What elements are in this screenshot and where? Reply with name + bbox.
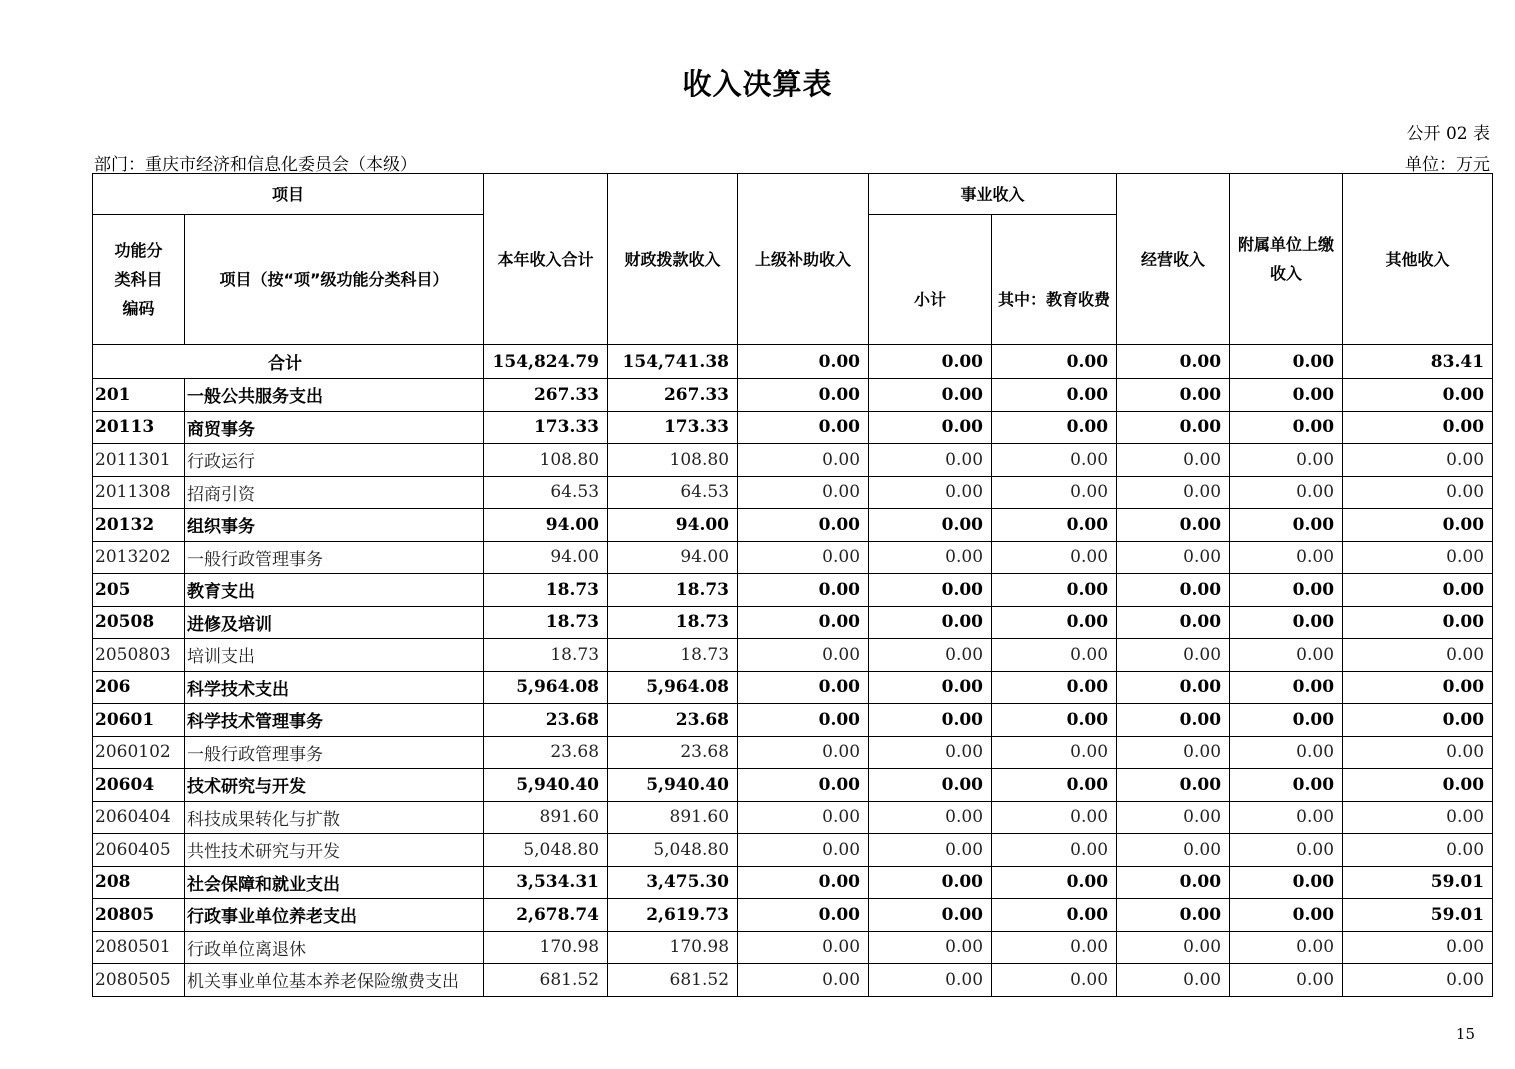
row-code: 20113 (93, 411, 185, 444)
row-value: 0.00 (1343, 379, 1493, 412)
row-value: 170.98 (608, 931, 738, 964)
row-value: 23.68 (608, 704, 738, 737)
row-value: 0.00 (1117, 379, 1230, 412)
row-value: 3,475.30 (608, 866, 738, 899)
row-value: 0.00 (1230, 476, 1343, 509)
row-value: 3,534.31 (484, 866, 608, 899)
row-value: 0.00 (992, 931, 1117, 964)
row-value: 170.98 (484, 931, 608, 964)
header-total-income: 本年收入合计 (484, 174, 608, 345)
row-value: 0.00 (1343, 931, 1493, 964)
row-code: 2050803 (93, 639, 185, 672)
row-value: 173.33 (608, 411, 738, 444)
row-value: 59.01 (1343, 866, 1493, 899)
row-value: 0.00 (738, 704, 869, 737)
row-value: 23.68 (484, 736, 608, 769)
row-value: 0.00 (1343, 444, 1493, 477)
row-value: 0.00 (869, 801, 992, 834)
row-value: 0.00 (1343, 704, 1493, 737)
row-value: 64.53 (484, 476, 608, 509)
row-value: 0.00 (1230, 541, 1343, 574)
row-code: 2080505 (93, 964, 185, 997)
header-subsidy: 上级补助收入 (738, 174, 869, 345)
row-value: 0.00 (1343, 769, 1493, 802)
table-row (93, 899, 1493, 932)
row-value: 0.00 (1230, 769, 1343, 802)
row-value: 0.00 (1117, 509, 1230, 542)
table-row (93, 476, 1493, 509)
row-value: 0.00 (992, 671, 1117, 704)
row-value: 0.00 (738, 411, 869, 444)
table-row (93, 769, 1493, 802)
row-value: 267.33 (484, 379, 608, 412)
row-code: 2013202 (93, 541, 185, 574)
header-item-name: 项目（按“项”级功能分类科目） (185, 215, 484, 345)
total-cell: 0.00 (869, 345, 992, 379)
row-value: 0.00 (1230, 834, 1343, 867)
row-value: 0.00 (869, 736, 992, 769)
row-name: 机关事业单位基本养老保险缴费支出 (185, 964, 484, 997)
row-code: 20508 (93, 606, 185, 639)
row-value: 0.00 (1230, 379, 1343, 412)
row-value: 0.00 (738, 541, 869, 574)
page-title: 收入决算表 (682, 67, 833, 101)
row-name: 一般公共服务支出 (185, 379, 484, 412)
row-value: 0.00 (992, 574, 1117, 607)
row-value: 0.00 (869, 931, 992, 964)
row-value: 681.52 (484, 964, 608, 997)
row-value: 0.00 (1117, 476, 1230, 509)
row-value: 0.00 (1117, 639, 1230, 672)
row-value: 0.00 (1343, 801, 1493, 834)
row-value: 0.00 (992, 444, 1117, 477)
total-cell: 0.00 (738, 345, 869, 379)
row-name: 科学技术支出 (185, 671, 484, 704)
header-func-code: 功能分类科目编码 (93, 215, 185, 345)
row-value: 0.00 (869, 899, 992, 932)
row-value: 0.00 (738, 736, 869, 769)
row-value: 0.00 (869, 379, 992, 412)
row-code: 2011301 (93, 444, 185, 477)
row-value: 681.52 (608, 964, 738, 997)
header-edu-fee: 其中：教育收费 (992, 215, 1117, 345)
row-value: 0.00 (992, 866, 1117, 899)
row-value: 2,678.74 (484, 899, 608, 932)
table-row (93, 736, 1493, 769)
table-row (93, 931, 1493, 964)
row-name: 行政单位离退休 (185, 931, 484, 964)
row-value: 0.00 (738, 379, 869, 412)
row-code: 208 (93, 866, 185, 899)
row-code: 20132 (93, 509, 185, 542)
row-code: 2060102 (93, 736, 185, 769)
row-name: 科技成果转化与扩散 (185, 801, 484, 834)
unit-label: 单位：万元 (1405, 155, 1490, 175)
row-value: 18.73 (484, 574, 608, 607)
table-row (93, 866, 1493, 899)
row-value: 0.00 (1343, 574, 1493, 607)
row-value: 108.80 (608, 444, 738, 477)
total-label: 合计 (93, 345, 484, 379)
department-label: 部门：重庆市经济和信息化委员会（本级） (94, 155, 417, 175)
row-value: 18.73 (608, 606, 738, 639)
row-value: 0.00 (1117, 964, 1230, 997)
row-value: 0.00 (1117, 444, 1230, 477)
row-value: 18.73 (608, 639, 738, 672)
row-value: 267.33 (608, 379, 738, 412)
row-value: 0.00 (1117, 899, 1230, 932)
row-value: 173.33 (484, 411, 608, 444)
row-value: 0.00 (869, 671, 992, 704)
row-value: 0.00 (1230, 639, 1343, 672)
total-row (93, 345, 1493, 379)
row-value: 0.00 (1343, 509, 1493, 542)
row-value: 23.68 (484, 704, 608, 737)
row-name: 教育支出 (185, 574, 484, 607)
row-value: 0.00 (1230, 704, 1343, 737)
table-row (93, 509, 1493, 542)
header-fiscal: 财政拨款收入 (608, 174, 738, 345)
row-value: 5,940.40 (484, 769, 608, 802)
row-value: 0.00 (1343, 736, 1493, 769)
row-value: 0.00 (738, 476, 869, 509)
row-value: 0.00 (1117, 574, 1230, 607)
row-value: 0.00 (738, 509, 869, 542)
row-value: 23.68 (608, 736, 738, 769)
row-value: 5,048.80 (608, 834, 738, 867)
row-name: 进修及培训 (185, 606, 484, 639)
row-value: 0.00 (1230, 671, 1343, 704)
table-row (93, 834, 1493, 867)
row-code: 2060405 (93, 834, 185, 867)
row-code: 20805 (93, 899, 185, 932)
row-value: 0.00 (1117, 411, 1230, 444)
row-value: 0.00 (1230, 444, 1343, 477)
row-value: 0.00 (869, 964, 992, 997)
row-value: 0.00 (738, 639, 869, 672)
row-value: 59.01 (1343, 899, 1493, 932)
row-value: 0.00 (869, 574, 992, 607)
row-code: 2060404 (93, 801, 185, 834)
total-cell: 0.00 (992, 345, 1117, 379)
row-value: 0.00 (1117, 866, 1230, 899)
table-row (93, 411, 1493, 444)
row-name: 组织事务 (185, 509, 484, 542)
table-row (93, 639, 1493, 672)
table-row (93, 541, 1493, 574)
row-value: 0.00 (1117, 704, 1230, 737)
page-number: 15 (1455, 1025, 1475, 1043)
row-value: 0.00 (738, 964, 869, 997)
row-value: 0.00 (869, 444, 992, 477)
row-value: 0.00 (869, 834, 992, 867)
table-row (93, 704, 1493, 737)
total-cell: 83.41 (1343, 345, 1493, 379)
income-table (92, 173, 1493, 997)
header-operating: 经营收入 (1117, 174, 1230, 345)
row-value: 0.00 (992, 379, 1117, 412)
row-code: 201 (93, 379, 185, 412)
header-other: 其他收入 (1343, 174, 1493, 345)
table-row (93, 379, 1493, 412)
row-value: 0.00 (1117, 541, 1230, 574)
row-value: 0.00 (1343, 639, 1493, 672)
row-name: 培训支出 (185, 639, 484, 672)
row-value: 18.73 (608, 574, 738, 607)
row-code: 2080501 (93, 931, 185, 964)
row-value: 0.00 (869, 476, 992, 509)
row-code: 2011308 (93, 476, 185, 509)
table-row (93, 964, 1493, 997)
row-code: 20601 (93, 704, 185, 737)
header-subtotal: 小计 (869, 215, 992, 345)
row-value: 94.00 (608, 509, 738, 542)
row-value: 0.00 (1230, 801, 1343, 834)
row-value: 0.00 (869, 866, 992, 899)
row-value: 0.00 (738, 606, 869, 639)
row-value: 18.73 (484, 639, 608, 672)
row-value: 0.00 (1230, 964, 1343, 997)
row-value: 0.00 (869, 769, 992, 802)
row-value: 0.00 (992, 606, 1117, 639)
row-value: 0.00 (738, 931, 869, 964)
row-value: 0.00 (869, 541, 992, 574)
row-value: 0.00 (1230, 411, 1343, 444)
row-value: 0.00 (1343, 411, 1493, 444)
total-cell: 154,824.79 (484, 345, 608, 379)
total-cell: 0.00 (1230, 345, 1343, 379)
row-value: 0.00 (1117, 931, 1230, 964)
row-value: 0.00 (738, 801, 869, 834)
table-row (93, 671, 1493, 704)
row-value: 0.00 (992, 509, 1117, 542)
row-value: 0.00 (992, 411, 1117, 444)
row-value: 0.00 (992, 801, 1117, 834)
row-value: 0.00 (992, 964, 1117, 997)
row-value: 0.00 (738, 574, 869, 607)
row-name: 社会保障和就业支出 (185, 866, 484, 899)
row-value: 0.00 (1343, 671, 1493, 704)
row-value: 0.00 (992, 736, 1117, 769)
row-value: 0.00 (1343, 964, 1493, 997)
row-name: 技术研究与开发 (185, 769, 484, 802)
row-value: 94.00 (484, 509, 608, 542)
row-code: 205 (93, 574, 185, 607)
row-value: 108.80 (484, 444, 608, 477)
row-value: 18.73 (484, 606, 608, 639)
header-project: 项目 (93, 174, 484, 215)
row-value: 0.00 (869, 704, 992, 737)
row-value: 0.00 (1343, 834, 1493, 867)
row-value: 0.00 (1343, 541, 1493, 574)
header-affiliate: 附属单位上缴收入 (1230, 174, 1343, 345)
row-name: 科学技术管理事务 (185, 704, 484, 737)
row-value: 0.00 (738, 899, 869, 932)
row-code: 20604 (93, 769, 185, 802)
row-value: 0.00 (992, 704, 1117, 737)
row-value: 0.00 (1117, 834, 1230, 867)
header-business: 事业收入 (869, 174, 1117, 215)
table-row (93, 801, 1493, 834)
row-value: 891.60 (608, 801, 738, 834)
row-value: 0.00 (1230, 931, 1343, 964)
total-cell: 0.00 (1117, 345, 1230, 379)
row-value: 0.00 (1230, 866, 1343, 899)
row-value: 0.00 (992, 834, 1117, 867)
row-value: 0.00 (1117, 736, 1230, 769)
row-value: 2,619.73 (608, 899, 738, 932)
row-value: 0.00 (992, 639, 1117, 672)
row-value: 0.00 (1230, 736, 1343, 769)
row-value: 0.00 (992, 769, 1117, 802)
row-value: 5,964.08 (484, 671, 608, 704)
row-value: 0.00 (1343, 606, 1493, 639)
table-row (93, 574, 1493, 607)
row-value: 0.00 (869, 509, 992, 542)
row-code: 206 (93, 671, 185, 704)
row-name: 行政事业单位养老支出 (185, 899, 484, 932)
row-value: 0.00 (1117, 769, 1230, 802)
row-value: 0.00 (1343, 476, 1493, 509)
row-value: 94.00 (484, 541, 608, 574)
row-value: 0.00 (738, 444, 869, 477)
total-cell: 154,741.38 (608, 345, 738, 379)
row-value: 0.00 (1230, 509, 1343, 542)
row-value: 0.00 (1230, 606, 1343, 639)
row-value: 891.60 (484, 801, 608, 834)
row-value: 5,964.08 (608, 671, 738, 704)
row-name: 一般行政管理事务 (185, 736, 484, 769)
row-name: 共性技术研究与开发 (185, 834, 484, 867)
row-value: 0.00 (992, 541, 1117, 574)
table-row (93, 444, 1493, 477)
row-value: 0.00 (1230, 899, 1343, 932)
row-value: 5,048.80 (484, 834, 608, 867)
form-number: 公开 02 表 (1406, 124, 1490, 144)
row-value: 64.53 (608, 476, 738, 509)
row-value: 0.00 (869, 411, 992, 444)
row-value: 0.00 (1117, 606, 1230, 639)
row-value: 0.00 (992, 899, 1117, 932)
row-value: 0.00 (738, 671, 869, 704)
row-value: 94.00 (608, 541, 738, 574)
row-value: 5,940.40 (608, 769, 738, 802)
row-value: 0.00 (869, 639, 992, 672)
row-name: 一般行政管理事务 (185, 541, 484, 574)
row-value: 0.00 (1117, 801, 1230, 834)
row-name: 招商引资 (185, 476, 484, 509)
row-value: 0.00 (738, 834, 869, 867)
row-value: 0.00 (1117, 671, 1230, 704)
row-value: 0.00 (738, 769, 869, 802)
row-value: 0.00 (738, 866, 869, 899)
table-row (93, 606, 1493, 639)
row-name: 商贸事务 (185, 411, 484, 444)
row-value: 0.00 (1230, 574, 1343, 607)
row-name: 行政运行 (185, 444, 484, 477)
row-value: 0.00 (869, 606, 992, 639)
row-value: 0.00 (992, 476, 1117, 509)
